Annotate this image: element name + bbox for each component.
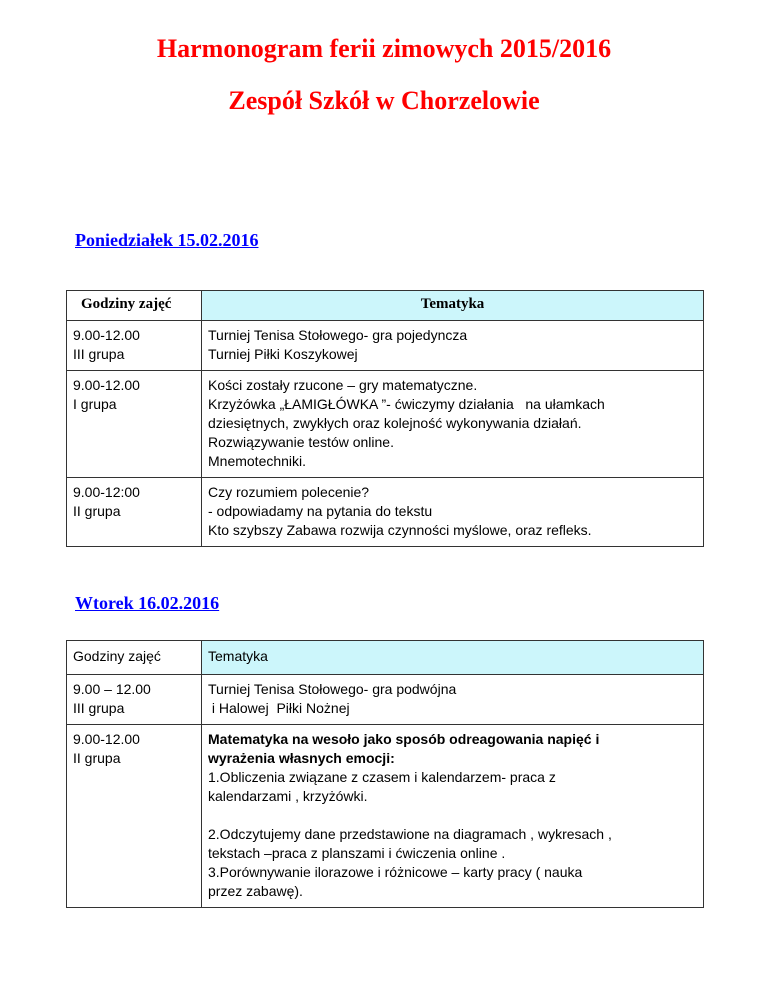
topic-cell: [202, 321, 704, 371]
topic-line: Rozwiązywanie testów online.: [208, 434, 394, 450]
topic-line: Kto szybszy Zabawa rozwija czynności myślowe, oraz refleks.: [208, 522, 592, 538]
column-header-topic: Tematyka: [202, 291, 704, 321]
day-heading-tuesday: Wtorek 16.02.2016: [75, 593, 220, 613]
schedule-table-monday: [66, 290, 704, 547]
topic-line: 2.Odczytujemy dane przedstawione na diagramach , wykresach ,: [208, 826, 612, 842]
topic-line: dziesiętnych, zwykłych oraz kolejność wykonywania działań.: [208, 415, 582, 431]
topic-line-bold: wyrażenia własnych emocji:: [208, 750, 395, 766]
table-row: [67, 321, 704, 371]
table-row: [67, 371, 704, 478]
column-header-time: Godziny zajęć: [67, 291, 202, 321]
time-cell: [67, 725, 202, 908]
day-heading-monday: Poniedziałek 15.02.2016: [75, 230, 259, 250]
group-label: II grupa: [73, 503, 121, 519]
topic-line: - odpowiadamy na pytania do tekstu: [208, 503, 433, 519]
page-subtitle: Zespół Szkół w Chorzelowie: [228, 86, 540, 115]
column-header-topic: Tematyka: [202, 641, 704, 675]
time-cell: [67, 675, 202, 725]
topic-line: Czy rozumiem polecenie?: [208, 484, 370, 500]
table-header-row: [67, 641, 704, 675]
topic-line: Turniej Piłki Koszykowej: [208, 346, 358, 362]
time-range: 9.00-12:00: [73, 484, 140, 500]
topic-line: tekstach –praca z planszami i ćwiczenia online .: [208, 845, 506, 861]
topic-line: Mnemotechniki.: [208, 453, 307, 469]
time-range: 9.00 – 12.00: [73, 681, 151, 697]
group-label: III grupa: [73, 700, 125, 716]
topic-line: Turniej Tenisa Stołowego- gra podwójna: [208, 681, 457, 697]
topic-line: przez zabawę).: [208, 883, 303, 899]
topic-line: i Halowej Piłki Nożnej: [208, 700, 350, 716]
topic-line: kalendarzami , krzyżówki.: [208, 788, 368, 804]
topic-cell: [202, 725, 704, 908]
topic-line: 1.Obliczenia związane z czasem i kalendarzem- praca z: [208, 769, 556, 785]
column-header-time: Godziny zajęć: [67, 641, 202, 675]
time-range: 9.00-12.00: [73, 377, 140, 393]
table-header-row: [67, 291, 704, 321]
table-row: [67, 478, 704, 547]
group-label: I grupa: [73, 396, 117, 412]
page-title: Harmonogram ferii zimowych 2015/2016: [156, 34, 612, 63]
time-range: 9.00-12.00: [73, 731, 140, 747]
topic-line: Kości zostały rzucone – gry matematyczne.: [208, 377, 478, 393]
time-cell: [67, 371, 202, 478]
topic-line: 3.Porównywanie ilorazowe i różnicowe – karty pracy ( nauka: [208, 864, 583, 880]
time-range: 9.00-12.00: [73, 327, 140, 343]
group-label: III grupa: [73, 346, 125, 362]
topic-line: Turniej Tenisa Stołowego- gra pojedyncza: [208, 327, 468, 343]
paragraph-gap: [208, 806, 697, 825]
table-row: [67, 675, 704, 725]
table-row: [67, 725, 704, 908]
schedule-table-tuesday: [66, 640, 704, 908]
time-cell: [67, 478, 202, 547]
topic-cell: [202, 675, 704, 725]
topic-line-bold: Matematyka na wesoło jako sposób odreagowania napięć i: [208, 731, 600, 747]
time-cell: [67, 321, 202, 371]
topic-cell: [202, 371, 704, 478]
topic-line: Krzyżówka „ŁAMIGŁÓWKA ”- ćwiczymy działania na ułamkach: [208, 396, 605, 412]
topic-cell: [202, 478, 704, 547]
group-label: II grupa: [73, 750, 121, 766]
